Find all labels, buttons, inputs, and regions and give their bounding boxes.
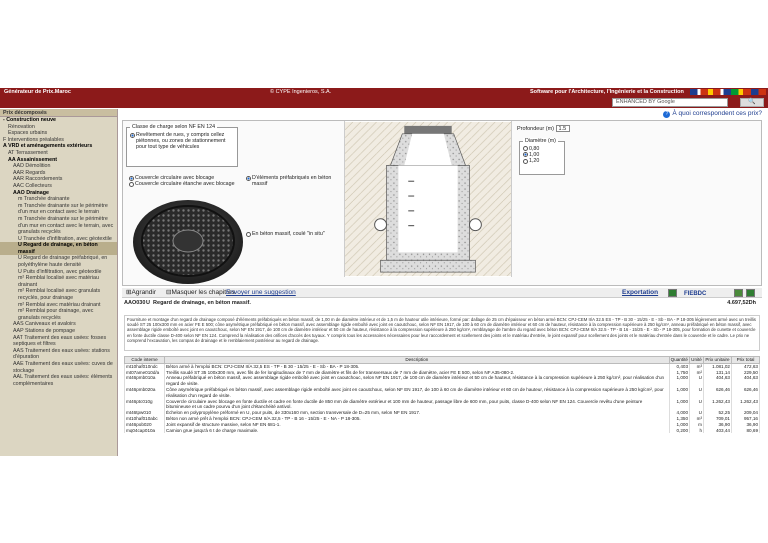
table-cell: 1,000 bbox=[669, 375, 689, 387]
help-link-label: À quoi correspondent ces prix? bbox=[672, 110, 762, 117]
language-flags-icon[interactable] bbox=[690, 89, 766, 95]
sidebar-item[interactable]: AAS Caniveaux et avaloirs bbox=[13, 321, 76, 328]
sidebar-item[interactable]: F Interventions préalables bbox=[3, 136, 64, 143]
table-row bbox=[125, 387, 760, 399]
table-cell: 957,16 bbox=[732, 416, 760, 422]
sidebar-item[interactable]: m Tranchée drainante sur le périmètre d'un mur en contact avec le terrain bbox=[18, 202, 108, 216]
sidebar-item[interactable]: m² Remblai pour drainage, avec granulats recyclés bbox=[18, 308, 94, 321]
hide-chapters-label: Masquer les chapitres bbox=[171, 289, 236, 296]
toolbar bbox=[122, 288, 762, 298]
item-title: Regard de drainage, en béton massif. bbox=[153, 300, 251, 306]
config-panel bbox=[122, 120, 762, 286]
element-option-2[interactable] bbox=[246, 231, 336, 237]
table-cell: 1.262,43 bbox=[732, 399, 760, 411]
top-bar bbox=[0, 88, 768, 96]
table-cell: Anneau préfabriqué en béton massif, avec assemblage rigide emboîté avec joint en caoutchouc, selon NF EN 1917, de 100 cm de diamètre intérieur et 50 cm de hauteur, résistance à la compression supérieure à 250 kg/cm², pour réalisation d'un regard de visite. bbox=[165, 375, 670, 387]
sidebar-item[interactable]: m² Remblai localisé avec granulats recyclés, pour drainage bbox=[18, 288, 101, 302]
radio-icon bbox=[129, 176, 134, 181]
radio-icon bbox=[246, 232, 251, 237]
table-cell: 403,44 bbox=[704, 428, 732, 434]
table-cell: 404,63 bbox=[732, 375, 760, 387]
sidebar-item[interactable]: m² Remblai avec matériau drainant bbox=[18, 301, 101, 308]
copyright: © CYPE Ingenieros, S.A. bbox=[270, 89, 332, 95]
table-cell: m³ bbox=[690, 416, 704, 422]
diameter-100-label: 1,00 bbox=[529, 152, 540, 159]
search-button[interactable]: 🔍 bbox=[740, 98, 764, 107]
search-input[interactable]: ENHANCED BY Google bbox=[612, 98, 728, 107]
fiebdc-icon[interactable]: FIEBDC bbox=[684, 291, 707, 297]
table-cell: 229,50 bbox=[732, 370, 760, 376]
tagline: Software pour l'Architecture, l'Ingénierie et la Construction bbox=[530, 89, 684, 95]
radio-icon bbox=[523, 159, 528, 164]
load-class-option[interactable] bbox=[130, 132, 234, 151]
item-unit: U bbox=[146, 300, 150, 306]
sidebar-item[interactable]: U Tranchée d'infiltration, avec géotextile bbox=[18, 235, 112, 242]
radio-icon bbox=[129, 182, 134, 187]
table-cell: 0,200 bbox=[669, 428, 689, 434]
diameter-legend: Diamètre (m) bbox=[525, 138, 556, 144]
manhole-section-drawing bbox=[344, 121, 512, 277]
decomposition-table bbox=[124, 356, 760, 456]
table-cell: 80,69 bbox=[732, 428, 760, 434]
app-title: Générateur de Prix.Maroc bbox=[4, 89, 71, 95]
sidebar-item[interactable]: Espaces urbains bbox=[8, 130, 48, 137]
item-title-row bbox=[122, 299, 762, 308]
cover-option-1-label: Couvercle circulaire avec blocage bbox=[135, 175, 215, 181]
table-cell: 472,63 bbox=[732, 363, 760, 369]
table-cell: mt10haf010ndc bbox=[125, 363, 165, 369]
table-cell: 52,25 bbox=[704, 410, 732, 416]
table-cell: 4,000 bbox=[669, 410, 689, 416]
diameter-080-label: 0,80 bbox=[529, 146, 540, 152]
table-cell: mt46pob020 bbox=[125, 422, 165, 428]
sidebar-item[interactable]: Rénovation bbox=[8, 123, 35, 130]
table-cell: U bbox=[690, 399, 704, 411]
column-header: Prix unitaire bbox=[705, 357, 730, 362]
diameter-120-label: 1,20 bbox=[529, 158, 540, 165]
item-title-text bbox=[146, 299, 251, 308]
table-cell: 1.081,02 bbox=[704, 363, 732, 369]
table-cell: Couvercle circulaire avec blocage en fonte ductile et cadre en fonte ductile de 850 mm de diamètre extérieur et 100 mm de hauteur, passage libre de 600 mm, pour puits, classe D-400 selon NF EN 124. Couvercle revêtu d'une peinture bitumineuse et un cadre pourvu d'un joint d'étanchéité antivol. bbox=[165, 399, 670, 411]
table-cell: 36,90 bbox=[732, 422, 760, 428]
main-panel bbox=[120, 109, 768, 456]
sidebar-item[interactable]: A VRD et aménagements extérieurs bbox=[3, 143, 93, 150]
table-cell: 209,04 bbox=[732, 410, 760, 416]
item-description: Fourniture et montage d'un regard de drainage composé d'éléments préfabriqués en béton massif, de 1,00 m de diamètre intérieur et de 1,5 m de hauteur utile intérieure, formé par: dallage de 25 cm d'épaisseur en béton armé BCN: CPJ-CEM II/A 32.5 ES - TP - B 30 - 15/25 - E - Sb - BA - P 18-305 légèrement armé avec un treillis soudé ST 25 100x300 mm en acier FE E 500; cône asymétrique préfabriqué en béton massif, avec assemblage rigide emboîté avec joint en caoutchouc, selon NF EN 1917, de 100 à 60 cm de diamètre intérieur et 60 cm de hauteur, résistance à la compression supérieure à 250 kg/cm², anneau préfabriqué en béton massif, avec assemblage rigide emboîté avec joint en caoutchouc, selon NF EN 1917, de 100 cm de diamètre intérieur et 50 cm de hauteur, résistance à la compression supérieure à 250 kg/cm², remblayage de l'ambre du regard avec béton BCN: CPJ-CEM II/A 32.5 - TP - B 16 - 15/25 - E - Sb - P 18-305, pour formation de cunette et couvercle en fonte ductile classe D-400 selon NF EN 124. Comprend la réalisation des orifices d'accès des tuyaux. Y compris tous les accessoires nécessaires pour leur raccordement et scellement des joints et le matériau d'entrée, le joint expansif pour scellement des joints et le matériau d'entrée dans le couvercle et le cadre. Le prix ne comprend l'excavation, les compas de drainage et le remblaiement postérieur au regard de drainage. bbox=[124, 315, 760, 351]
help-link[interactable] bbox=[663, 110, 762, 118]
table-cell: 0,403 bbox=[669, 363, 689, 369]
table-cell: 1,000 bbox=[669, 422, 689, 428]
table-cell: 1.262,43 bbox=[704, 399, 732, 411]
diameter-group bbox=[519, 138, 565, 175]
depth-label: Profondeur (m) bbox=[517, 126, 554, 132]
table-cell: 1,000 bbox=[669, 387, 689, 399]
table-cell: 709,01 bbox=[704, 416, 732, 422]
sidebar-item[interactable]: U Regard de drainage, en béton massif bbox=[0, 242, 117, 255]
excel-icon[interactable] bbox=[668, 289, 677, 297]
column-header: Code interne bbox=[125, 357, 165, 364]
table-cell: mt46tpw010 bbox=[125, 410, 165, 416]
sidebar-item[interactable]: - Construction neuve bbox=[3, 117, 56, 123]
table-header bbox=[125, 357, 760, 364]
cover-option-2-label: Couvercle circulaire étanche avec blocage bbox=[135, 181, 235, 188]
table-cell: mq04cap010a bbox=[125, 428, 165, 434]
table-cell: 404,63 bbox=[704, 375, 732, 387]
hide-chapters-button[interactable]: ⊟Masquer les chapitres bbox=[166, 289, 236, 296]
element-option-1[interactable] bbox=[246, 175, 336, 187]
column-header: Prix total bbox=[732, 357, 760, 364]
column-header: Description bbox=[165, 357, 670, 364]
question-icon: ? bbox=[663, 111, 670, 118]
item-price: 4.697,52Dh bbox=[727, 300, 756, 306]
table-cell: Échelon en polypropylène préformé en U, pour puits, de 330x160 mm, section transversale de D=25 mm, selon NF EN 1917. bbox=[165, 410, 670, 416]
sidebar bbox=[0, 109, 118, 456]
sidebar-item[interactable]: m Tranchée drainante bbox=[18, 196, 70, 203]
spreadsheet-icon[interactable] bbox=[746, 289, 755, 297]
table-cell: 626,46 bbox=[732, 387, 760, 399]
diameter-option-120[interactable] bbox=[523, 158, 561, 164]
sidebar-item[interactable]: AAE Traitement des eaux usées: cuves de stockage bbox=[13, 360, 113, 374]
sidebar-item[interactable]: U Regard de drainage préfabriqué, en polyéthylène haute densité bbox=[18, 255, 108, 269]
load-class-legend: Classe de charge selon NF EN 124 bbox=[132, 124, 216, 130]
table-cell: mt46ptc010g bbox=[125, 399, 165, 411]
table-cell: Cône asymétrique préfabriqué en béton massif, avec assemblage rigide emboîté avec joint en caoutchouc, selon NF EN 1917, de 100 à 60 cm de diamètre intérieur et 60 cm de hauteur, résistance à la compression supérieure à 250 kg/cm², pour réalisation d'un regard de visite. bbox=[165, 387, 670, 399]
table-row bbox=[125, 375, 760, 387]
sidebar-item[interactable]: AAR Raccordements bbox=[13, 176, 63, 183]
column-header: Quantité bbox=[670, 357, 688, 362]
table-cell: Camion grue jusqu'à 6 t de charge maximale. bbox=[165, 428, 670, 434]
table-cell: Joint expansif de structure massive, selon NF EN 681-1. bbox=[165, 422, 670, 428]
app-window bbox=[0, 88, 768, 456]
sidebar-item[interactable]: AT Terrassement bbox=[8, 149, 48, 156]
depth-input[interactable]: 1.5 bbox=[556, 125, 570, 132]
depth-row bbox=[517, 125, 570, 132]
table-cell: m³ bbox=[690, 363, 704, 369]
radio-icon bbox=[130, 133, 135, 138]
column-header: Unité bbox=[691, 357, 702, 362]
element-group bbox=[243, 173, 339, 243]
sidebar-item[interactable]: AAL Traitement des eaux usées: éléments complémentaires bbox=[13, 374, 113, 387]
table-cell: Béton non armé prêt à l'emploi BCN: CPJ-CEM II/A 32,5 - TP - B 16 - 15/25 - E - NA - P 18-305. bbox=[165, 416, 670, 422]
table-cell: 1,000 bbox=[669, 399, 689, 411]
table-cell: U bbox=[690, 387, 704, 399]
radio-icon bbox=[246, 176, 251, 181]
table-cell: Béton armé à l'emploi BCN: CPJ-CEM II/A 32,5 ES - TP - B 30 - 15/25 - E - Sb - BA - P 18-305. bbox=[165, 363, 670, 369]
export-link[interactable]: Exportation bbox=[622, 289, 659, 296]
table-cell: mt46pmb010a bbox=[125, 375, 165, 387]
cover-option-2[interactable] bbox=[129, 181, 235, 187]
sidebar-header: Prix décomposés bbox=[0, 109, 117, 117]
table-row bbox=[125, 428, 760, 434]
sidebar-item[interactable]: AAO Drainage bbox=[13, 189, 49, 196]
sidebar-item[interactable]: AAS Traitement des eaux usées: stations d'épuration bbox=[13, 347, 110, 361]
sidebar-item[interactable]: AAT Traitement des eaux usées: fosses septiques et filtres bbox=[13, 334, 107, 348]
table-cell: m² bbox=[690, 370, 704, 376]
sidebar-item[interactable]: m² Remblai localisé avec matériau drainant bbox=[18, 275, 99, 288]
table-cell: m bbox=[690, 422, 704, 428]
table-cell: U bbox=[690, 375, 704, 387]
element-option-2-label: En béton massif, coulé "in situ" bbox=[252, 231, 325, 238]
table-cell: mt10haf010abc bbox=[125, 416, 165, 422]
download-icon[interactable] bbox=[734, 289, 743, 297]
table-cell: h bbox=[690, 428, 704, 434]
sidebar-item[interactable]: U Puits d'infiltration, avec géotextile bbox=[18, 268, 102, 275]
sidebar-item[interactable]: m Tranchée drainante sur le périmètre d'un mur en contact avec le terrain, avec granulats recyclés bbox=[18, 215, 114, 236]
load-class-group bbox=[126, 124, 238, 167]
table-cell: U bbox=[690, 410, 704, 416]
enlarge-button[interactable]: ⊞Agrandir bbox=[126, 289, 157, 296]
table-cell: Treillis soudé ST 35 100x300 mm, avec fils de fer longitudinaux de 7 mm de diamètre et fils de fer transversaux de 7 mm de diamètre, acier FE E 500, selon NF A35-080-2. bbox=[165, 370, 670, 376]
load-class-option-label: Revêtement de rues, y compris cellez piétonnes, ou zones de stationnement pour tout type de véhicules bbox=[136, 132, 226, 151]
radio-icon bbox=[523, 152, 528, 157]
sidebar-item[interactable]: AAP Stations de pompage bbox=[13, 328, 76, 334]
table-cell: 1,350 bbox=[669, 416, 689, 422]
sidebar-item[interactable]: AAC Collecteurs bbox=[13, 182, 52, 189]
table-cell: mt46pmb020a bbox=[125, 387, 165, 399]
radio-icon bbox=[523, 146, 528, 151]
sidebar-item[interactable]: AA Assainissement bbox=[8, 156, 58, 163]
table-cell: mt07ame010d/a bbox=[125, 370, 165, 376]
sidebar-item[interactable]: AAR Regards bbox=[13, 169, 46, 176]
table-cell: 131,14 bbox=[704, 370, 732, 376]
item-code: AAO030 bbox=[124, 300, 146, 306]
enlarge-label: Agrandir bbox=[131, 289, 157, 296]
table-cell: 626,46 bbox=[704, 387, 732, 399]
sidebar-item[interactable]: AAD Démolition bbox=[13, 163, 51, 170]
manhole-cover-image bbox=[131, 193, 245, 287]
table-cell: 36,90 bbox=[704, 422, 732, 428]
table-cell: 1,750 bbox=[669, 370, 689, 376]
suggestion-link[interactable]: Envoyer une suggestion bbox=[226, 289, 296, 296]
element-option-1-label: D'éléments préfabriqués en béton massif bbox=[252, 175, 332, 188]
table-row bbox=[125, 399, 760, 411]
sidebar-tree bbox=[0, 117, 117, 387]
